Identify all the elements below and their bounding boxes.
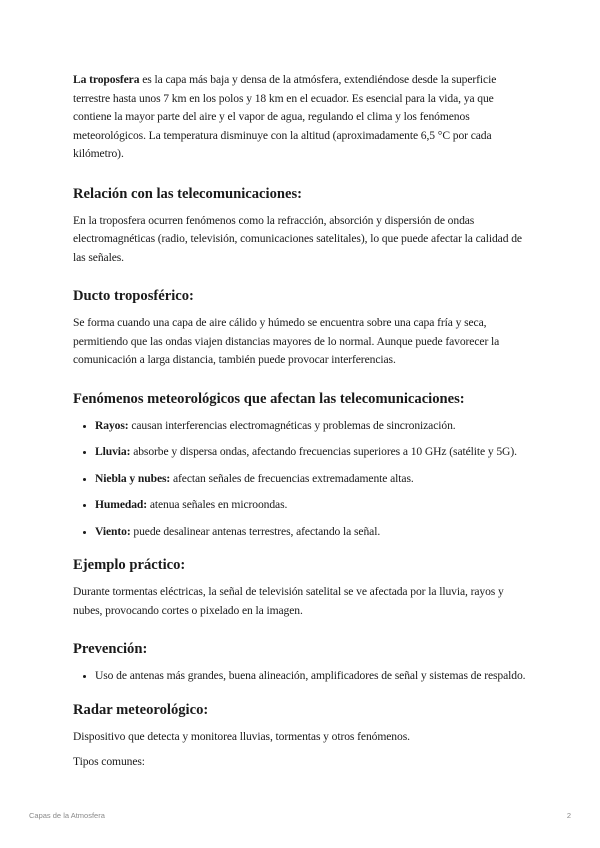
radar-paragraph: Dispositivo que detecta y monitorea lluvias, tormentas y otros fenómenos. xyxy=(73,729,410,743)
list-item xyxy=(95,470,528,489)
list-item xyxy=(95,443,528,462)
page-footer xyxy=(29,811,571,820)
list-item-text: puede desalinear antenas terrestres, afectando la señal. xyxy=(130,524,381,538)
ducto-heading: Ducto troposférico: xyxy=(73,288,194,304)
ducto-paragraph: Se forma cuando una capa de aire cálido y húmedo se encuentra sobre una capa fría y seca, permitiendo que las ondas viajen distancias mayores de lo normal. Aunque puede favorecer la comunicación a larga distancia, también puede provocar interferencias. xyxy=(73,316,500,366)
list-item-text: afectan señales de frecuencias extremadamente altas. xyxy=(170,471,414,485)
list-item-term: Humedad: xyxy=(95,498,148,511)
fenomenos-list xyxy=(73,417,528,542)
list-item-term: Niebla y nubes: xyxy=(95,471,171,485)
telecom-heading: Relación con las telecomunicaciones: xyxy=(73,185,303,202)
telecom-paragraph: En la troposfera ocurren fenómenos como la refracción, absorción y dispersión de ondas electromagnéticas (radio, televisión, comunicaciones satelitales), lo que puede afectar la calidad de las señales. xyxy=(73,213,522,264)
list-item-term: Rayos: xyxy=(95,418,129,432)
list-item-text: causan interferencias electromagnéticas y problemas de sincronización. xyxy=(128,418,456,432)
intro-text: es la capa más baja y densa de la atmósfera, extendiéndose desde la superficie terrestre hasta unos 7 km en los polos y 18 km en el ecuador. Es esencial para la vida, ya que contiene la mayor parte del aire y el vapor de agua, regulando el clima y los fenómenos meteorológicos. La temperatura disminuye con la altitud (aproximadamente 6,5 °C por cada kilómetro). xyxy=(73,73,497,160)
list-item xyxy=(95,496,528,515)
list-item-text: absorbe y dispersa ondas, afectando frecuencias superiores a 10 GHz (satélite y 5G). xyxy=(130,445,517,458)
intro-paragraph xyxy=(73,71,528,164)
intro-term: La troposfera xyxy=(73,73,140,86)
list-item-term: Lluvia: xyxy=(95,445,131,458)
list-item-text: atenua señales en microondas. xyxy=(147,498,288,511)
list-item: • Uso de antenas más grandes, buena alineación, amplificadores de señal y sistemas de respaldo. xyxy=(95,667,528,686)
radar-tipos-label: Tipos comunes: xyxy=(73,755,145,768)
prevencion-heading: Prevención: xyxy=(73,641,148,657)
ejemplo-heading: Ejemplo práctico: xyxy=(73,557,186,573)
prevencion-list xyxy=(73,667,528,686)
list-item xyxy=(95,417,528,436)
radar-heading: Radar meteorológico: xyxy=(73,701,209,718)
list-item-term: Viento: xyxy=(95,524,131,538)
ejemplo-paragraph: Durante tormentas eléctricas, la señal de televisión satelital se ve afectada por la lluvia, rayos y nubes, provocando cortes o pixelado en la imagen. xyxy=(73,585,504,617)
list-item xyxy=(95,523,528,542)
document-body xyxy=(73,71,528,772)
footer-document-title: Capas de la Atmosfera xyxy=(29,811,105,820)
footer-page-number: 2 xyxy=(566,811,571,820)
fenomenos-heading: Fenómenos meteorológicos que afectan las telecomunicaciones: xyxy=(73,390,465,407)
